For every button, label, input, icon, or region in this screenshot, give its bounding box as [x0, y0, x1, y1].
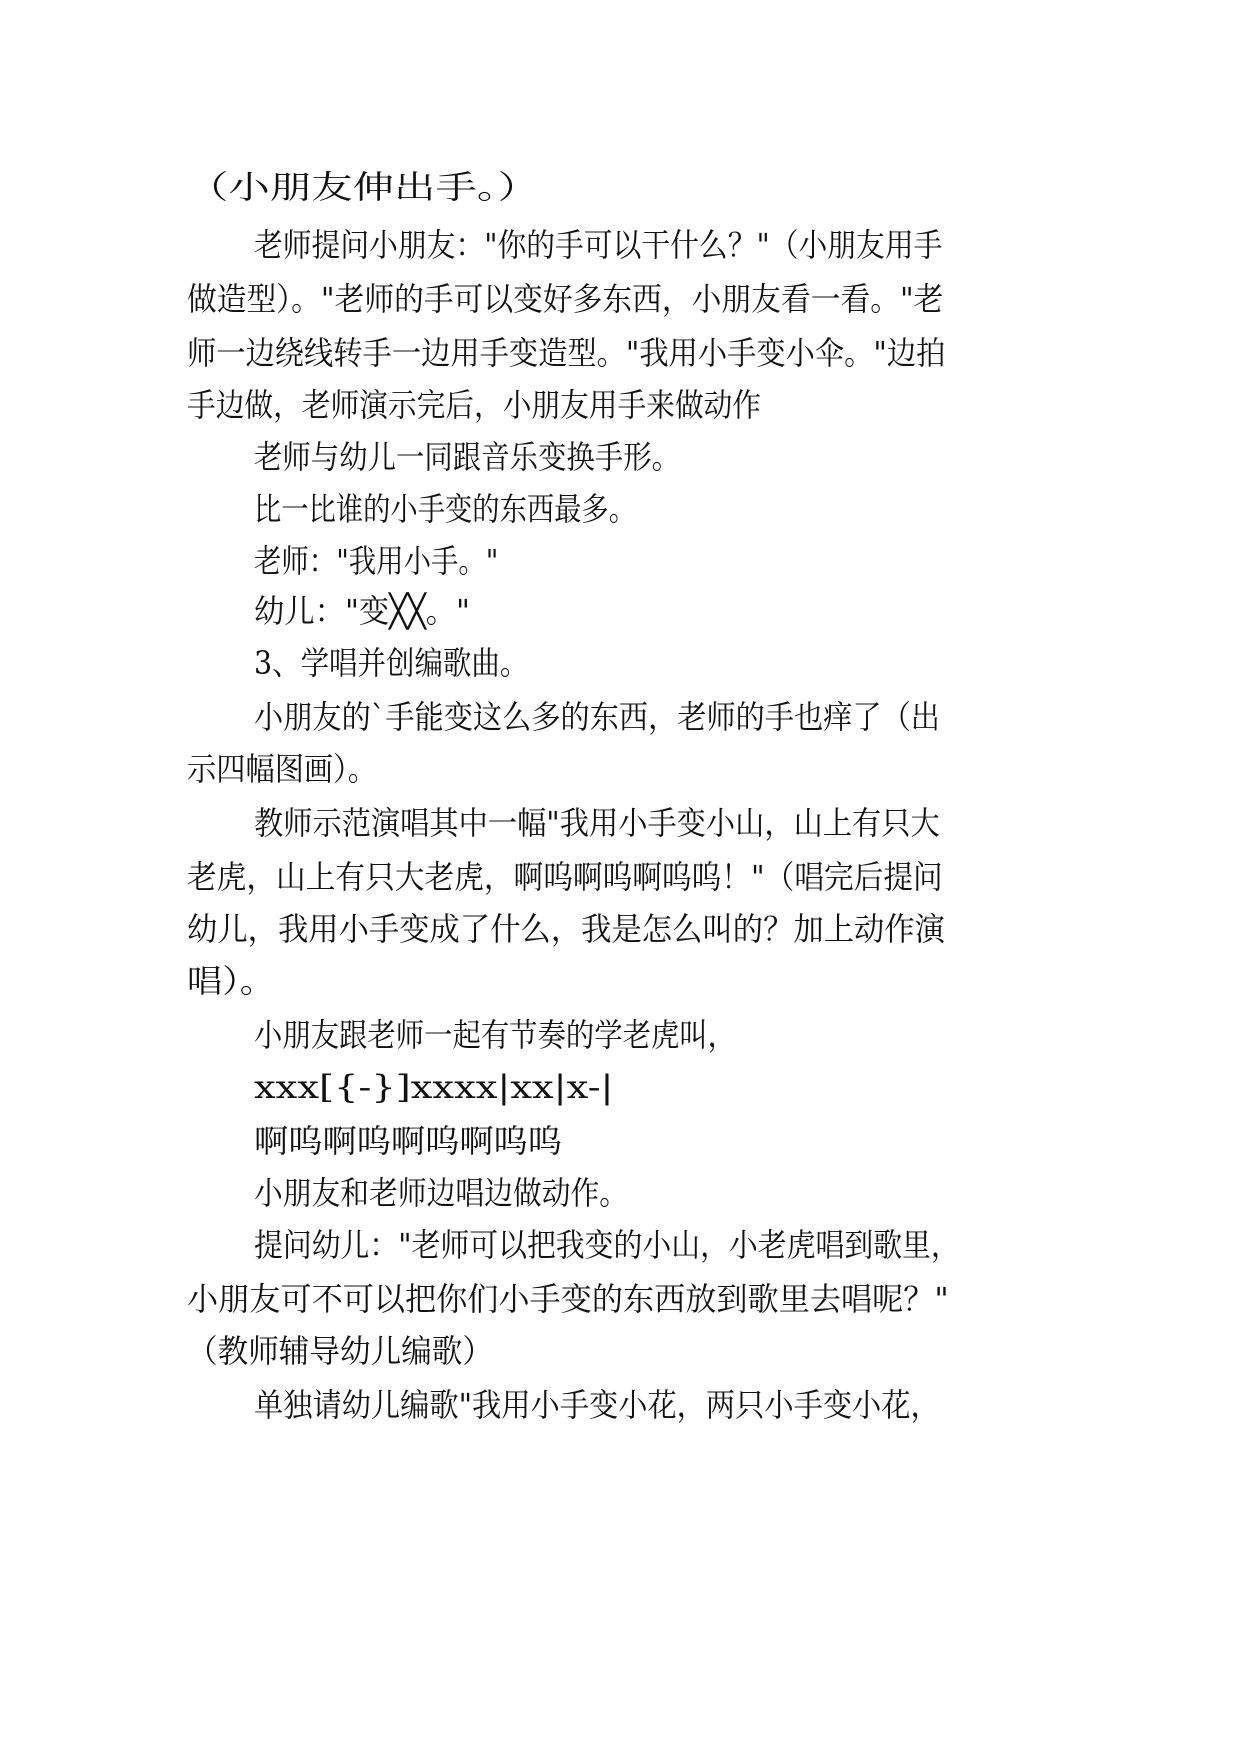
- text-line: 幼儿："变╳╳。": [254, 592, 470, 630]
- text-line: 提问幼儿："老师可以把我变的小山，小老虎唱到歌里，: [254, 1226, 960, 1264]
- text-line: 唱）。: [187, 962, 276, 1000]
- text-line: 啊呜啊呜啊呜啊呜呜: [254, 1122, 563, 1160]
- text-line: 老师："我用小手。": [254, 542, 499, 580]
- text-line: 3、学唱并创编歌曲。: [254, 644, 529, 682]
- text-line: 单独请幼儿编歌"我用小手变小花，两只小手变小花，: [254, 1386, 940, 1424]
- text-line: 示四幅图画）。: [187, 750, 378, 788]
- text-line: 师一边绕线转手一边用手变造型。"我用小手变小伞。"边拍: [187, 334, 946, 372]
- text-line: （小朋友伸出手。）: [187, 168, 540, 206]
- text-line: 老师提问小朋友："你的手可以干什么？"（小朋友用手: [254, 226, 943, 264]
- text-line: 比一比谁的小手变的东西最多。: [254, 490, 637, 528]
- text-line: （教师辅导幼儿编歌）: [187, 1332, 494, 1370]
- text-line: 老虎，山上有只大老虎，啊呜啊呜啊呜呜！"（唱完后提问: [187, 858, 943, 896]
- text-line: 小朋友可不可以把你们小手变的东西放到歌里去唱呢？": [187, 1280, 949, 1318]
- text-line: 做造型）。"老师的手可以变好多东西，小朋友看一看。"老: [187, 280, 944, 318]
- text-line: 小朋友跟老师一起有节奏的学老虎叫，: [254, 1016, 737, 1054]
- text-line: 小朋友和老师边唱边做动作。: [254, 1174, 629, 1212]
- text-line: 教师示范演唱其中一幅"我用小手变小山，山上有只大: [254, 804, 940, 842]
- text-line: xxx[{-}]xxxx|xx|x-|: [254, 1068, 614, 1106]
- text-line: 老师与幼儿一同跟音乐变换手形。: [254, 438, 681, 476]
- text-line: 幼儿，我用小手变成了什么，我是怎么叫的？加上动作演: [187, 910, 946, 948]
- text-line: 手边做，老师演示完后，小朋友用手来做动作: [187, 386, 762, 424]
- text-line: 小朋友的`手能变这么多的东西，老师的手也痒了（出: [254, 698, 941, 736]
